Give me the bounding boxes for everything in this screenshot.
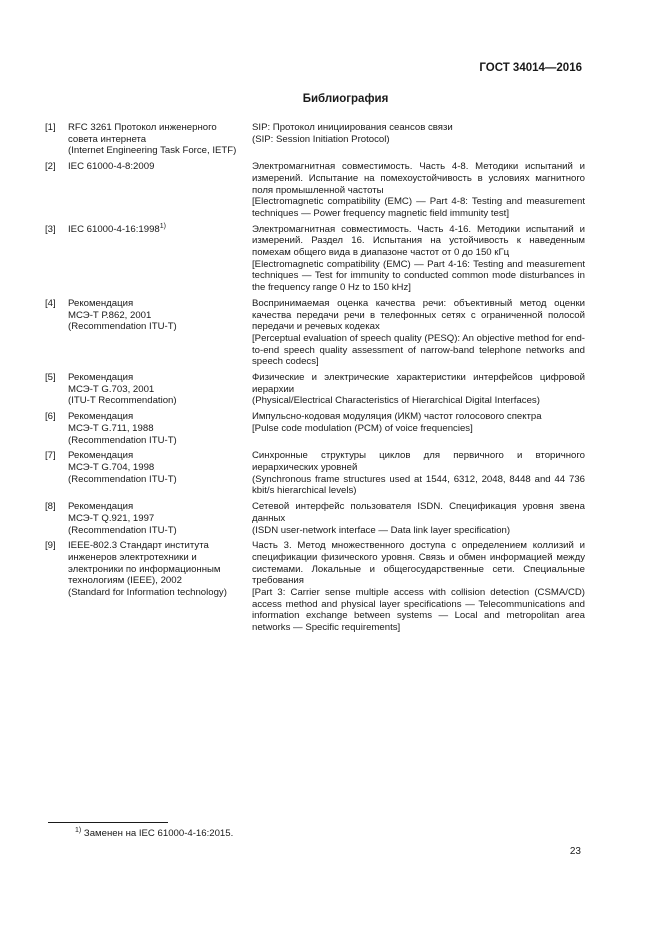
entry-title-en: [Pulse code modulation (PCM) of voice frequencies] xyxy=(252,422,473,434)
entry-number: [9] xyxy=(45,540,56,552)
bibliography-entry xyxy=(45,224,585,294)
entry-number: [6] xyxy=(45,411,56,423)
entry-source-line: (ITU-T Recommendation) xyxy=(68,395,177,407)
entry-source-line: RFC 3261 Протокол инженерного xyxy=(68,122,217,133)
entry-source xyxy=(68,501,252,536)
entry-title-en: [Electromagnetic compatibility (EMC) — Part 4-8: Testing and measurement techniques — Power frequency magnetic field immunity test] xyxy=(252,196,585,219)
entry-source-line: МСЭ-Т G.704, 1998 xyxy=(68,461,155,473)
page-number: 23 xyxy=(569,846,581,857)
bibliography-entry xyxy=(45,298,585,368)
bibliography-entry xyxy=(45,540,585,634)
bibliography-title: Библиография xyxy=(302,93,389,105)
bibliography-entry xyxy=(45,450,585,497)
entry-source-line: МСЭ-Т G.703, 2001 xyxy=(68,383,155,395)
entry-description xyxy=(252,161,585,220)
entry-source-line: IEC 61000-4-16:1998$^{1)}$ xyxy=(68,222,166,235)
entry-source-line: Рекомендация xyxy=(68,372,134,384)
entry-source-line: МСЭ-Т Q.921, 1997 xyxy=(68,512,155,524)
entry-title-en: (Synchronous frame structures used at 1544, 6312, 2048, 8448 and 44 736 kbit/s hierarchical levels) xyxy=(252,473,585,497)
entry-source-line: (Recommendation ITU-T) xyxy=(68,321,177,333)
footnote xyxy=(75,828,233,839)
footnote-reference: 1) xyxy=(159,222,166,230)
footnote-marker: 1) xyxy=(75,826,82,834)
entry-source-line: МСЭ-Т G.711, 1988 xyxy=(68,422,154,434)
entry-number: [2] xyxy=(45,161,56,173)
entry-number: [5] xyxy=(45,372,56,384)
entry-source xyxy=(68,161,252,220)
entry-source-line: (Recommendation ITU-T) xyxy=(68,434,177,446)
entry-number: [7] xyxy=(45,450,56,462)
entry-description xyxy=(252,224,585,294)
entry-source xyxy=(68,372,252,407)
bibliography-entry xyxy=(45,122,585,157)
entry-title-ru: Электромагнитная совместимость. Часть 4-16. Методики испытаний и измерений. Раздел 16. Испытания на устойчивость к наведенным помехам общего вида в диапазоне частот от 0 до 150 кГц xyxy=(252,223,585,259)
entry-number: [1] xyxy=(45,122,56,133)
entry-title-en: (SIP: Session Initiation Protocol) xyxy=(252,133,390,145)
entry-title-en: [Part 3: Carrier sense multiple access with collision detection (CSMA/CD) access method and physical layer specifications — Telecommunications and information exchange between systems — Local and metropolitan area networks — Specific requirements] xyxy=(252,587,585,634)
entry-title-en: [Perceptual evaluation of speech quality (PESQ): An objective method for end-to-end speech quality assessment of narrow-band telephone networks and speech codecs] xyxy=(252,332,585,368)
entry-source-line: (Standard for Information technology) xyxy=(68,587,227,599)
bibliography-entry xyxy=(45,372,585,407)
entry-source xyxy=(68,122,252,157)
entry-title-ru: Импульсно-кодовая модуляция (ИКМ) частот голосового спектра xyxy=(252,411,542,423)
entry-number: [8] xyxy=(45,501,56,513)
entry-source xyxy=(68,298,252,368)
entry-source-line: (Recommendation ITU-T) xyxy=(68,473,177,485)
entry-source-line: IEC 61000-4-8:2009 xyxy=(68,161,155,173)
entry-source-line: МСЭ-Т Р.862, 2001 xyxy=(68,309,152,321)
entry-source-line: (Recommendation ITU-T) xyxy=(68,524,177,536)
entry-title-ru: Воспринимаемая оценка качества речи: объективный метод оценки качества передачи речи в телефонных сетях с ограниченной полосой передачи и речевых кодеках xyxy=(252,297,585,333)
entry-title-en: (ISDN user-network interface — Data link layer specification) xyxy=(252,524,511,536)
entry-title-ru: Синхронные структуры циклов для первичного и вторичного иерархических уровней xyxy=(252,450,585,473)
entry-description xyxy=(252,540,585,634)
entry-title-ru: Сетевой интерфейс пользователя ISDN. Спецификация уровня звена данных xyxy=(252,501,585,524)
footnote-divider xyxy=(48,822,168,823)
entry-source-line: (Internet Engineering Task Force, IETF) xyxy=(68,145,237,157)
footnote-text: Заменен на IEC 61000-4-16:2015. xyxy=(83,828,234,839)
entry-source xyxy=(68,224,252,294)
entry-source-line: Рекомендация xyxy=(68,501,134,513)
entry-title-en: [Electromagnetic compatibility (EMC) — Part 4-16: Testing and measurement techniques — Test for immunity to conducted common mode disturbances in the frequency range 0 Hz to 150 kHz] xyxy=(252,258,585,294)
bibliography-entry xyxy=(45,411,585,446)
entry-source-line: IEEE-802.3 Стандарт института инженеров электротехники и электроники по информационным технологиям (IEEE), 2002 xyxy=(68,540,221,587)
entry-description xyxy=(252,450,585,497)
entry-source xyxy=(68,540,252,634)
bibliography-entry xyxy=(45,501,585,536)
entry-source-line: совета интернета xyxy=(68,133,147,145)
entry-source xyxy=(68,450,252,497)
entry-title-en: (Physical/Electrical Characteristics of Hierarchical Digital Interfaces) xyxy=(252,395,540,407)
entry-number: [3] xyxy=(45,223,56,235)
entry-number: [4] xyxy=(45,297,56,309)
entry-source-line: Рекомендация xyxy=(68,450,134,462)
entry-description xyxy=(252,411,585,446)
entry-title-ru: Часть 3. Метод множественного доступа с определением коллизий и спецификации физического уровня. Связь и обмен информацией между системами. Локальные и общегосударственные сети. Специальные требования xyxy=(252,540,585,587)
entry-source-line: Рекомендация xyxy=(68,297,134,309)
entry-source-line: Рекомендация xyxy=(68,411,134,423)
entry-description xyxy=(252,372,585,407)
entry-title-ru: SIP: Протокол инициирования сеансов связи xyxy=(252,122,453,133)
entry-description xyxy=(252,501,585,536)
entry-description xyxy=(252,122,585,157)
bibliography-entry xyxy=(45,161,585,220)
document-standard-number: ГОСТ 34014—2016 xyxy=(479,62,582,74)
entry-title-ru: Физические и электрические характеристики интерфейсов цифровой иерархии xyxy=(252,372,585,395)
bibliography-list xyxy=(45,122,585,638)
entry-description xyxy=(252,298,585,368)
entry-title-ru: Электромагнитная совместимость. Часть 4-8. Методики испытаний и измерений. Испытание на помехоустойчивость в условиях магнитного поля промышленной частоты xyxy=(252,161,585,196)
entry-source xyxy=(68,411,252,446)
